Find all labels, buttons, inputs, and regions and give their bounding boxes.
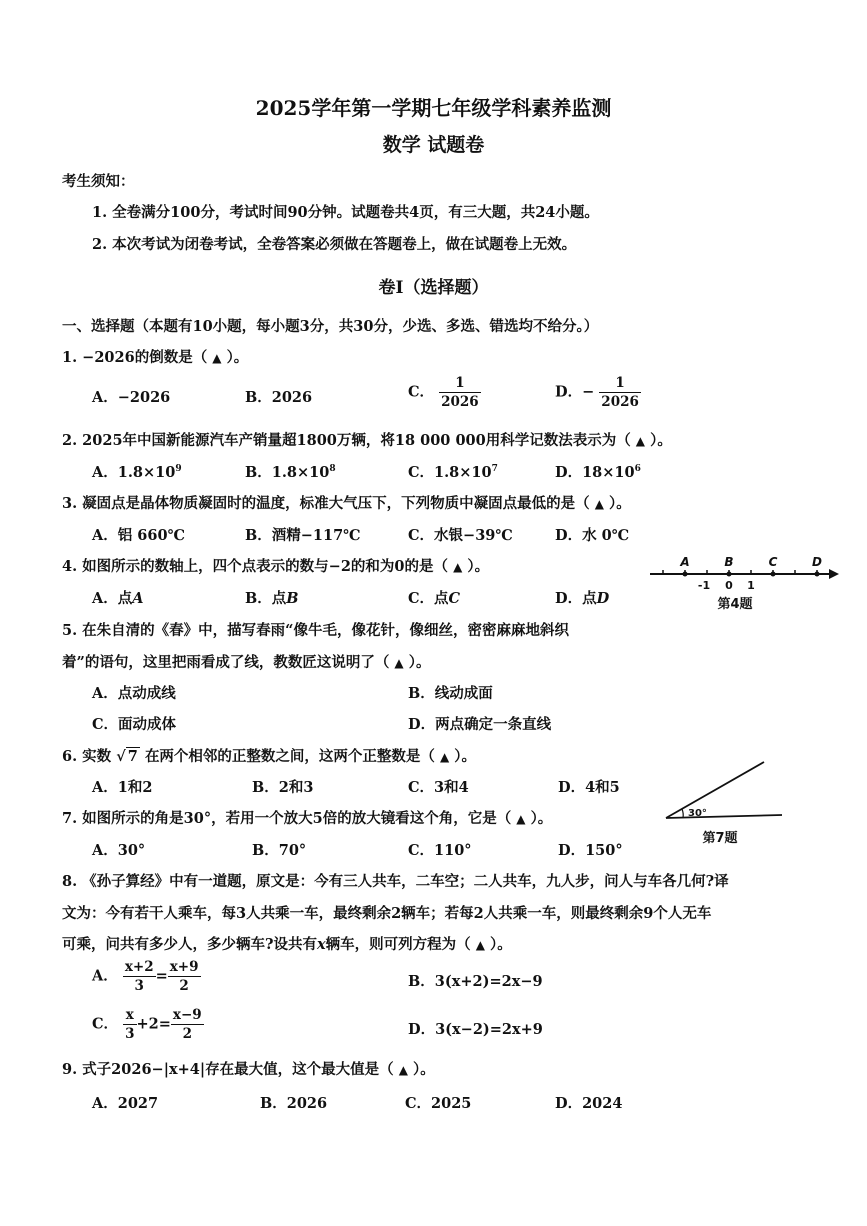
question-8-line: 可乘，问共有多少人，多少辆车?设共有x辆车，则可列方程为（ ▲ ）。 bbox=[62, 936, 512, 953]
q9-option-c: C．2025 bbox=[405, 1095, 472, 1112]
answer-placeholder-mark: ▲ bbox=[475, 938, 485, 952]
point-a bbox=[683, 572, 688, 577]
q8-option-a: A． $\frac{x+2}{3}$ = $\frac{x+9}{2}$ bbox=[92, 959, 199, 995]
tick-label: -1 bbox=[697, 579, 711, 592]
question-8-line: 8. 《孙子算经》中有一道题，原文是：今有三人共车，二车空；二人共车，九人步，问人与车各几何?译 bbox=[62, 873, 729, 890]
question-3-stem: 3. 凝固点是晶体物质凝固时的温度，标准大气压下，下列物质中凝固点最低的是（ ▲ ）。 bbox=[62, 495, 631, 512]
answer-placeholder-mark: ▲ bbox=[453, 560, 463, 574]
q1-option-c: C． $\frac{1}{2026}$ bbox=[408, 375, 479, 411]
q6-option-a: A．1和2 bbox=[92, 779, 153, 796]
tick-label: 1 bbox=[747, 579, 755, 592]
section-title: 卷Ⅰ（选择题） bbox=[378, 278, 489, 298]
q4-option-b: B．点B bbox=[245, 590, 299, 607]
q3-option-a: A．铝 660℃ bbox=[92, 527, 185, 544]
q7-option-b: B．70° bbox=[252, 842, 307, 859]
answer-placeholder-mark: ▲ bbox=[398, 1063, 408, 1077]
answer-placeholder-mark: ▲ bbox=[516, 812, 526, 826]
page-subtitle: 数学 试题卷 bbox=[382, 134, 485, 156]
q9-option-b: B．2026 bbox=[260, 1095, 328, 1112]
point-label-d: D bbox=[812, 555, 822, 569]
part-title: 一、选择题（本题有10小题，每小题3分，共30分，少选、多选、错选均不给分。） bbox=[62, 318, 599, 335]
q4-option-d: D．点D bbox=[555, 590, 610, 607]
answer-placeholder-mark: ▲ bbox=[212, 351, 222, 365]
angle-arc bbox=[682, 809, 683, 818]
point-label-a: A bbox=[680, 555, 690, 569]
q6-option-b: B．2和3 bbox=[252, 779, 314, 796]
notice-heading: 考生须知： bbox=[62, 173, 135, 190]
angle-ray-upper bbox=[666, 762, 764, 818]
arrow-right-icon bbox=[829, 569, 839, 579]
q1-option-b: B．2026 bbox=[245, 389, 313, 406]
question-5-line: 5. 在朱自清的《春》中，描写春雨“像牛毛，像花针，像细丝，密密麻麻地斜织 bbox=[62, 622, 570, 639]
notice-item: 2. 本次考试为闭卷考试，全卷答案必须做在答题卷上，做在试题卷上无效。 bbox=[92, 236, 577, 253]
q5-option-c: C．面动成体 bbox=[92, 716, 177, 733]
question-4-stem: 4. 如图所示的数轴上，四个点表示的数与−2的和为0的是（ ▲ ）。 bbox=[62, 558, 490, 575]
answer-placeholder-mark: ▲ bbox=[440, 750, 450, 764]
angle-figure bbox=[660, 758, 785, 850]
q2-option-a: A．$1.8\times 10^9$ bbox=[92, 464, 182, 481]
point-label-c: C bbox=[768, 555, 778, 569]
question-6-stem: 6. 实数 √ 7 在两个相邻的正整数之间，这两个正整数是（ ▲ ）。 bbox=[62, 748, 477, 765]
tick-label: 0 bbox=[725, 579, 733, 592]
page-title: 2025学年第一学期七年级学科素养监测 bbox=[255, 96, 612, 120]
q4-option-c: C．点C bbox=[408, 590, 461, 607]
notice-item: 1. 全卷满分100分，考试时间90分钟。试题卷共4页，有三大题，共24小题。 bbox=[92, 204, 599, 221]
q7-option-c: C．110° bbox=[408, 842, 472, 859]
q5-option-b: B．线动成面 bbox=[408, 685, 493, 702]
q9-option-d: D．2024 bbox=[555, 1095, 623, 1112]
q9-option-a: A．2027 bbox=[92, 1095, 159, 1112]
question-2-stem: 2. 2025年中国新能源汽车产销量超1800万辆，将18 000 000用科学记数法表示为（ ▲ ）。 bbox=[62, 432, 672, 449]
q6-option-c: C．3和4 bbox=[408, 779, 469, 796]
q3-option-d: D．水 0℃ bbox=[555, 527, 630, 544]
q6-option-d: D．4和5 bbox=[558, 779, 620, 796]
answer-placeholder-mark: ▲ bbox=[635, 434, 646, 448]
q5-option-d: D．两点确定一条直线 bbox=[408, 716, 552, 733]
answer-placeholder-mark: ▲ bbox=[394, 656, 404, 670]
question-1-stem: 1. −2026的倒数是（ ▲ ）。 bbox=[62, 349, 249, 366]
figure-caption: 第4题 bbox=[717, 597, 753, 612]
q5-option-a: A．点动成线 bbox=[92, 685, 176, 702]
q4-option-a: A．点A bbox=[92, 590, 144, 607]
q3-option-b: B．酒精−117℃ bbox=[245, 527, 361, 544]
q7-option-d: D．150° bbox=[558, 842, 623, 859]
q3-option-c: C．水银−39℃ bbox=[408, 527, 513, 544]
figure-caption: 第7题 bbox=[702, 831, 738, 846]
number-line-figure bbox=[645, 552, 845, 614]
question-9-stem: 9. 式子2026−|x+4|存在最大值，这个最大值是（ ▲ ）。 bbox=[62, 1061, 435, 1078]
question-7-stem: 7. 如图所示的角是30°，若用一个放大5倍的放大镜看这个角，它是（ ▲ ）。 bbox=[62, 810, 553, 827]
question-8-line: 文为：今有若干人乘车，每3人共乘一车，最终剩余2辆车；若每2人共乘一车，则最终剩余9个人无车 bbox=[62, 905, 712, 922]
q8-option-b: B．3(x+2)=2x−9 bbox=[408, 973, 543, 990]
sqrt-symbol: √ bbox=[116, 748, 126, 765]
question-5-line: 着”的语句，这里把雨看成了线，教数匠这说明了（ ▲ ）。 bbox=[62, 654, 431, 671]
point-c bbox=[771, 572, 776, 577]
q2-option-c: C．$1.8\times 10^7$ bbox=[408, 464, 498, 481]
q7-option-a: A．30° bbox=[92, 842, 146, 859]
q1-option-d: D．− $\frac{1}{2026}$ bbox=[555, 375, 639, 411]
q2-option-d: D．$18\times 10^6$ bbox=[555, 464, 641, 481]
point-d bbox=[815, 572, 820, 577]
q8-option-c: C． $\frac{x}{3}$ +2= $\frac{x-9}{2}$ bbox=[92, 1007, 202, 1043]
answer-placeholder-mark: ▲ bbox=[594, 497, 604, 511]
angle-label: 30° bbox=[688, 808, 707, 819]
q2-option-b: B．$1.8\times 10^8$ bbox=[245, 464, 336, 481]
q1-option-a: A．−2026 bbox=[92, 389, 171, 406]
point-label-b: B bbox=[724, 555, 734, 569]
q8-option-d: D．3(x−2)=2x+9 bbox=[408, 1021, 543, 1038]
point-b bbox=[727, 572, 732, 577]
